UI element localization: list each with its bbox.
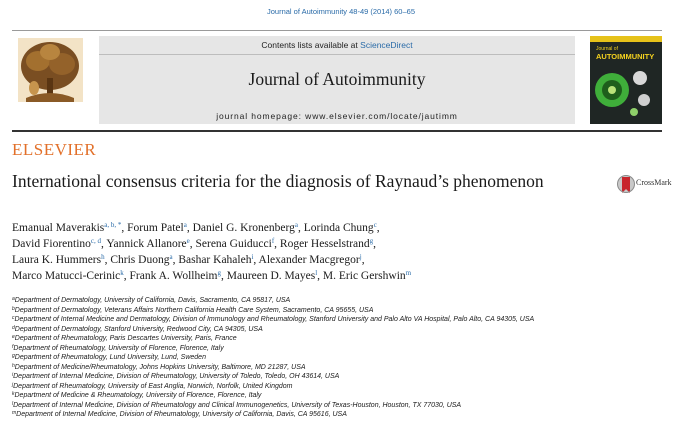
author-separator: ,: [274, 238, 280, 250]
author-name-text: Bashar Kahaleh: [178, 254, 252, 266]
author-separator: ,: [317, 270, 323, 282]
affiliation-letter: h: [12, 362, 15, 369]
author-name[interactable]: [280, 238, 373, 250]
author-name-text: David Fiorentino: [12, 238, 91, 250]
author-separator: ,: [121, 222, 128, 234]
affiliation-text: Department of Rheumatology, Lund University, Lund, Sweden: [14, 354, 206, 361]
author-separator: ,: [172, 254, 179, 266]
crossmark-icon: [617, 173, 635, 197]
affiliation-item: [12, 372, 672, 382]
elsevier-wordmark: ELSEVIER: [12, 140, 97, 159]
sciencedirect-link[interactable]: ScienceDirect: [360, 40, 413, 50]
author-name-text: Yannick Allanore: [106, 238, 187, 250]
author-affiliation-marker[interactable]: a: [183, 221, 187, 229]
affiliation-item: [12, 410, 672, 420]
author-name-text: Lorinda Chung: [303, 222, 374, 234]
affiliation-text: Department of Dermatology, Stanford University, Redwood City, CA 94305, USA: [14, 325, 263, 333]
affiliation-letter: l: [12, 400, 14, 407]
author-separator: ,: [361, 254, 365, 266]
author-affiliation-marker[interactable]: g: [369, 237, 374, 245]
author-name-text: M. Eric Gershwin: [322, 270, 406, 282]
affiliation-letter: j: [12, 381, 14, 388]
author-affiliation-marker[interactable]: a: [169, 253, 173, 261]
author-affiliation-marker[interactable]: a, b, *: [104, 221, 122, 229]
author-name[interactable]: [227, 270, 317, 282]
author-name[interactable]: [178, 254, 253, 266]
article-title: International consensus criteria for the diagnosis of Raynaud’s phenomenon: [12, 171, 544, 191]
author-list: [12, 220, 672, 284]
author-name-text: Serena Guiducci: [195, 238, 272, 250]
affiliation-item: [12, 353, 672, 363]
author-separator: ,: [123, 270, 130, 282]
author-separator: ,: [297, 222, 304, 234]
journal-citation[interactable]: Journal of Autoimmunity 48-49 (2014) 60–65: [266, 7, 415, 16]
author-name[interactable]: [110, 254, 172, 266]
affiliation-item: [12, 391, 672, 401]
affiliation-letter: k: [12, 391, 15, 397]
author-name[interactable]: [127, 222, 187, 234]
cover-title-big: AUTOIMMUNITY: [596, 52, 655, 61]
author-name[interactable]: [12, 222, 121, 234]
affiliation-letter: e: [12, 334, 15, 340]
author-name[interactable]: [130, 270, 222, 282]
author-affiliation-marker[interactable]: h: [101, 253, 105, 261]
affiliation-item: [12, 306, 672, 316]
affiliation-text: Department of Rheumatology, University of Florence, Florence, Italy: [13, 344, 224, 352]
author-name-text: Marco Matucci-Cerinic: [12, 270, 121, 282]
author-affiliation-marker[interactable]: j: [359, 253, 362, 261]
affiliation-text: Department of Medicine & Rheumatology, University of Florence, Florence, Italy: [14, 392, 262, 399]
affiliation-text: Department of Internal Medicine, Division of Rheumatology and Clinical Immunogenetics, University of Texas-Houston, Houston, TX 77030, USA: [13, 401, 462, 409]
author-name-text: Frank A. Wollheim: [129, 270, 218, 282]
affiliation-letter: a: [12, 296, 15, 302]
affiliation-text: Department of Rheumatology, Paris Descartes University, Paris, France: [14, 335, 237, 342]
author-affiliation-marker[interactable]: f: [271, 237, 275, 245]
author-separator: ,: [101, 238, 107, 250]
cover-title-small: Journal of: [596, 46, 618, 52]
header-bottom-rule: [12, 130, 662, 132]
contents-available-line: [99, 40, 575, 50]
author-separator: ,: [253, 254, 259, 266]
journal-banner: [99, 36, 575, 124]
affiliation-text: Department of Internal Medicine, Division of Rheumatology, University of Toledo, Toledo, OH 43614, USA: [13, 373, 340, 380]
author-name[interactable]: [12, 270, 124, 282]
affiliation-letter: c: [12, 315, 15, 321]
affiliation-list: [12, 296, 672, 420]
author-name[interactable]: [106, 238, 189, 250]
author-affiliation-marker[interactable]: l: [315, 269, 318, 277]
author-name-text: Emanual Maverakis: [12, 222, 105, 234]
affiliation-text: Department of Internal Medicine, Division of Rheumatology, University of California, Davis, CA 95616, USA: [16, 411, 347, 418]
author-affiliation-marker[interactable]: k: [120, 269, 124, 277]
author-affiliation-marker[interactable]: c, d: [90, 237, 102, 245]
cover-stripe: [590, 36, 662, 42]
elsevier-logo: [12, 36, 97, 159]
affiliation-text: Department of Medicine/Rheumatology, Johns Hopkins University, Baltimore, MD 21287, USA: [14, 363, 306, 371]
author-name-text: Forum Patel: [127, 222, 184, 234]
affiliation-letter: b: [12, 305, 15, 312]
affiliation-letter: f: [12, 343, 14, 350]
author-affiliation-marker[interactable]: a: [294, 221, 298, 229]
affiliation-text: Department of Dermatology, Veterans Affairs Northern California Health Care System, Sacramento, CA 95655, USA: [14, 306, 374, 314]
crossmark-badge[interactable]: [617, 173, 677, 197]
author-name[interactable]: [12, 254, 105, 266]
affiliation-letter: m: [12, 410, 17, 416]
author-name-text: Roger Hesselstrand: [279, 238, 370, 250]
journal-cover-image: [590, 36, 662, 124]
cover-artwork-icon: [590, 60, 662, 124]
header-top-rule: [12, 30, 662, 31]
author-separator: ,: [189, 238, 196, 250]
author-affiliation-marker[interactable]: e: [186, 237, 190, 245]
author-name[interactable]: [323, 270, 411, 282]
affiliation-item: [12, 382, 672, 392]
affiliation-item: [12, 363, 672, 373]
banner-divider: [99, 54, 575, 55]
affiliation-letter: i: [12, 372, 14, 378]
author-name[interactable]: [259, 254, 362, 266]
contents-prefix: Contents lists available at: [261, 40, 358, 50]
journal-homepage[interactable]: journal homepage: www.elsevier.com/locate/jautimm: [216, 111, 458, 121]
affiliation-item: [12, 296, 672, 306]
author-name[interactable]: [12, 238, 101, 250]
affiliation-text: Department of Internal Medicine and Dermatology, Division of Immunology and Rheumatology, Stanford University and Palo Alto VA Hospital, Palo Alto, CA 94305, USA: [14, 316, 535, 323]
affiliation-letter: d: [12, 324, 15, 331]
affiliation-item: [12, 325, 672, 335]
author-name[interactable]: [304, 222, 377, 234]
affiliation-letter: g: [12, 353, 15, 359]
author-separator: ,: [376, 222, 380, 234]
author-name-text: Chris Duong: [110, 254, 170, 266]
affiliation-item: [12, 401, 672, 411]
author-affiliation-marker[interactable]: i: [251, 253, 254, 261]
author-name-text: Alexander Macgregor: [258, 254, 360, 266]
author-name-text: Maureen D. Mayes: [226, 270, 316, 282]
affiliation-item: [12, 344, 672, 354]
author-name[interactable]: [193, 222, 298, 234]
affiliation-item: [12, 334, 672, 344]
affiliation-text: Department of Dermatology, University of California, Davis, Sacramento, CA 95817, USA: [14, 297, 291, 304]
author-name-text: Daniel G. Kronenberg: [192, 222, 295, 234]
journal-title: Journal of Autoimmunity: [248, 69, 426, 89]
author-separator: ,: [221, 270, 227, 282]
author-separator: ,: [104, 254, 111, 266]
author-name[interactable]: [195, 238, 274, 250]
author-name-text: Laura K. Hummers: [12, 254, 102, 266]
elsevier-tree-icon: [12, 36, 89, 136]
crossmark-label: CrossMark: [636, 178, 672, 187]
author-affiliation-marker[interactable]: m: [405, 269, 412, 277]
affiliation-item: [12, 315, 672, 325]
author-separator: ,: [373, 238, 377, 250]
author-affiliation-marker[interactable]: c: [373, 221, 377, 229]
author-separator: ,: [186, 222, 193, 234]
affiliation-text: Department of Rheumatology, University of East Anglia, Norwich, Norfolk, United Kingdom: [13, 382, 293, 390]
author-affiliation-marker[interactable]: g: [217, 269, 221, 277]
